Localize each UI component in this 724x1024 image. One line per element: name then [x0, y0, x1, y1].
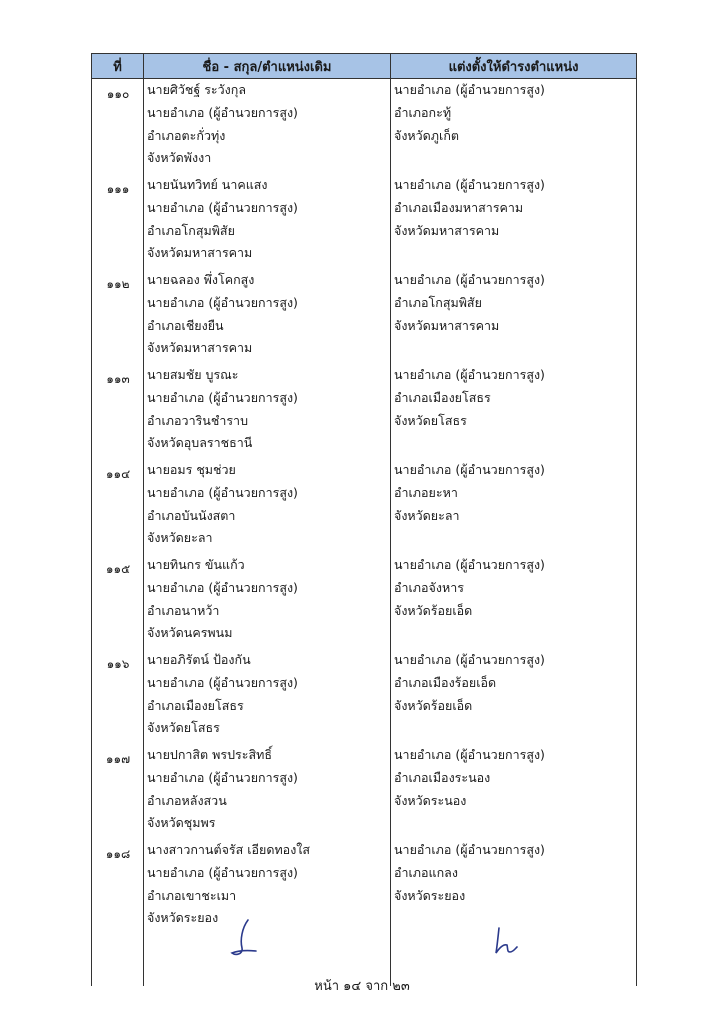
new-position-line: จังหวัดยะลา: [394, 507, 460, 523]
new-position-line: นายอำเภอ (ผู้อำนวยการสูง): [394, 462, 545, 477]
new-position-line: จังหวัดระนอง: [394, 792, 467, 808]
new-position-cell: [391, 649, 636, 744]
old-position-line: จังหวัดระยอง: [147, 910, 219, 926]
old-position-cell: [144, 744, 391, 839]
table-row: [92, 554, 636, 649]
old-position-line: จังหวัดยะลา: [147, 530, 213, 546]
header-no: ที่: [92, 54, 144, 78]
new-position-line: อำเภอเมืองระนอง: [394, 769, 491, 785]
person-name: นายปกาสิต พรประสิทธิ์: [147, 747, 272, 762]
old-position-cell: [144, 79, 391, 174]
entry-number: ๑๑๗: [105, 752, 131, 766]
new-position-cell: [391, 364, 636, 459]
new-position-line: นายอำเภอ (ผู้อำนวยการสูง): [394, 367, 545, 382]
new-position-line: จังหวัดยโสธร: [394, 412, 467, 428]
old-position-cell: [144, 269, 391, 364]
new-position-cell: [391, 744, 636, 839]
new-position-line: จังหวัดมหาสารคาม: [394, 317, 500, 333]
new-position-line: นายอำเภอ (ผู้อำนวยการสูง): [394, 747, 545, 762]
entry-number: ๑๑๔: [105, 467, 131, 481]
signature-right: [491, 925, 521, 959]
old-position-cell: [144, 459, 391, 554]
table-body: [91, 79, 637, 986]
table-row: [92, 269, 636, 364]
old-position-cell: [144, 554, 391, 649]
new-position-line: นายอำเภอ (ผู้อำนวยการสูง): [394, 272, 545, 287]
new-position-line: นายอำเภอ (ผู้อำนวยการสูง): [394, 177, 545, 192]
old-position-line: จังหวัดชุมพร: [147, 815, 216, 831]
new-position-cell: [391, 459, 636, 554]
person-name: นายฉลอง พึ่งโคกสูง: [147, 272, 255, 287]
appointment-table: [91, 53, 637, 986]
old-position-line: นายอำเภอ (ผู้อำนวยการสูง): [147, 864, 298, 880]
entry-number: ๑๑๑: [106, 182, 130, 196]
table-row: [92, 649, 636, 744]
table-row: [92, 839, 636, 934]
new-position-line: จังหวัดร้อยเอ็ด: [394, 697, 473, 713]
person-name: นายนันทวิทย์ นาคแสง: [147, 177, 268, 192]
entry-number: ๑๑๐: [106, 87, 130, 101]
table-row: [92, 364, 636, 459]
signature-left: [228, 918, 260, 960]
old-position-line: นายอำเภอ (ผู้อำนวยการสูง): [147, 104, 298, 120]
new-position-line: อำเภอจังหาร: [394, 579, 464, 595]
new-position-line: นายอำเภอ (ผู้อำนวยการสูง): [394, 557, 545, 572]
new-position-line: จังหวัดมหาสารคาม: [394, 222, 500, 238]
person-name: นายสมชัย บูรณะ: [147, 367, 239, 382]
new-position-line: อำเภอเมืองยโสธร: [394, 389, 491, 405]
new-position-line: อำเภอกะทู้: [394, 104, 452, 120]
entry-number: ๑๑๓: [106, 372, 130, 386]
old-position-line: จังหวัดมหาสารคาม: [147, 340, 253, 356]
old-position-line: อำเภอวารินชำราบ: [147, 412, 249, 428]
old-position-cell: [144, 174, 391, 269]
table-row: [92, 459, 636, 554]
old-position-line: จังหวัดยโสธร: [147, 720, 220, 736]
new-position-line: อำเภอเมืองร้อยเอ็ด: [394, 674, 497, 690]
old-position-line: อำเภอโกสุมพิสัย: [147, 222, 235, 238]
column-divider: [390, 79, 391, 986]
new-position-cell: [391, 839, 636, 934]
old-position-line: อำเภอนาหว้า: [147, 602, 220, 618]
table-row: [92, 174, 636, 269]
old-position-line: จังหวัดมหาสารคาม: [147, 245, 253, 261]
entry-number: ๑๑๒: [106, 277, 130, 291]
person-name: นายอภิรัตน์ ป้องกัน: [147, 652, 251, 667]
page-number: หน้า ๑๔ จาก ๒๓: [314, 979, 410, 994]
old-position-cell: [144, 364, 391, 459]
old-position-line: นายอำเภอ (ผู้อำนวยการสูง): [147, 199, 298, 215]
header-name-old-position: ชื่อ - สกุล/ตำแหน่งเดิม: [144, 54, 391, 78]
old-position-line: นายอำเภอ (ผู้อำนวยการสูง): [147, 389, 298, 405]
person-name: นายศิวัชฐ์ ระวังกุล: [147, 82, 246, 97]
old-position-line: อำเภอตะกั่วทุ่ง: [147, 127, 226, 143]
old-position-line: อำเภอเชียงยืน: [147, 317, 224, 333]
person-name: นายอมร ชุมช่วย: [147, 462, 236, 477]
old-position-line: นายอำเภอ (ผู้อำนวยการสูง): [147, 294, 298, 310]
person-name: นางสาวกานต์จรัส เอียดทองใส: [147, 842, 311, 857]
old-position-line: อำเภอบันนังสตา: [147, 507, 236, 523]
old-position-line: นายอำเภอ (ผู้อำนวยการสูง): [147, 579, 298, 595]
new-position-line: นายอำเภอ (ผู้อำนวยการสูง): [394, 82, 545, 97]
new-position-line: อำเภอเมืองมหาสารคาม: [394, 199, 524, 215]
old-position-cell: [144, 839, 391, 934]
old-position-line: อำเภอหลังสวน: [147, 792, 227, 808]
new-position-line: อำเภอยะหา: [394, 484, 458, 500]
new-position-line: จังหวัดร้อยเอ็ด: [394, 602, 473, 618]
header-new-position: แต่งตั้งให้ดำรงตำแหน่ง: [448, 59, 579, 75]
column-divider: [143, 79, 144, 986]
old-position-line: จังหวัดอุบลราชธานี: [147, 435, 253, 451]
entry-number: ๑๑๘: [105, 847, 131, 861]
old-position-line: นายอำเภอ (ผู้อำนวยการสูง): [147, 674, 298, 690]
table-row: [92, 79, 636, 174]
new-position-line: อำเภอโกสุมพิสัย: [394, 294, 482, 310]
new-position-cell: [391, 269, 636, 364]
new-position-line: นายอำเภอ (ผู้อำนวยการสูง): [394, 652, 545, 667]
old-position-line: จังหวัดนครพนม: [147, 625, 233, 641]
new-position-line: จังหวัดภูเก็ต: [394, 127, 460, 143]
old-position-line: นายอำเภอ (ผู้อำนวยการสูง): [147, 769, 298, 785]
new-position-cell: [391, 79, 636, 174]
new-position-line: อำเภอแกลง: [394, 864, 458, 880]
new-position-line: จังหวัดระยอง: [394, 887, 466, 903]
table-row: [92, 744, 636, 839]
old-position-line: นายอำเภอ (ผู้อำนวยการสูง): [147, 484, 298, 500]
table-header: [91, 53, 637, 79]
person-name: นายทินกร ขันแก้ว: [147, 557, 245, 572]
old-position-cell: [144, 649, 391, 744]
old-position-line: อำเภอเมืองยโสธร: [147, 697, 244, 713]
new-position-cell: [391, 174, 636, 269]
old-position-line: จังหวัดพังงา: [147, 150, 212, 166]
entry-number: ๑๑๖: [106, 657, 130, 671]
new-position-cell: [391, 554, 636, 649]
new-position-line: นายอำเภอ (ผู้อำนวยการสูง): [394, 842, 545, 857]
old-position-line: อำเภอเขาชะเมา: [147, 887, 237, 903]
entry-number: ๑๑๕: [105, 562, 131, 576]
